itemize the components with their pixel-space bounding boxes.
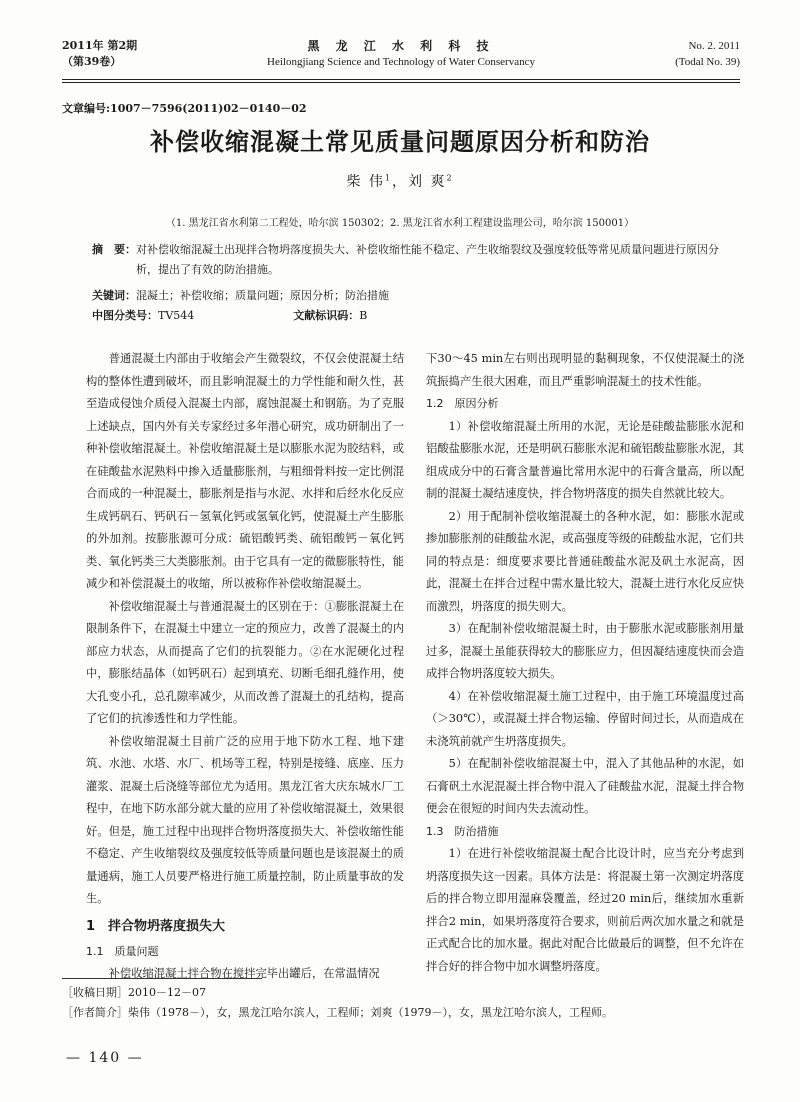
paragraph: 补偿收缩混凝土拌合物在搅拌完毕出罐后，在常温情况 <box>108 967 380 980</box>
affiliation: （1. 黑龙江省水利第二工程处，哈尔滨 150302；2. 黑龙江省水利工程建设监理公司，哈尔滨 150001） <box>165 218 635 229</box>
paragraph: 补偿收缩混凝土目前广泛的应用于地下防水工程、地下建筑、水池、水塔、水厂、机场等工程，特别是接缝、底座、压力灌浆、混凝土后浇缝等部位尤为适用。黑龙江省大庆东城水厂工程中，在地下防水部分就大量的应用了补偿收缩混凝土，效果很好。但是，施工过程中出现拌合物坍落度损失大、补偿收缩性能不稳定、产生收缩裂纹及强度较低等质量问题也是该混凝土的质量通病，施工人员要严格进行施工质量控制，防止质量事故的发生。 <box>86 734 404 905</box>
journal-name <box>62 38 740 70</box>
classification <box>92 306 732 326</box>
keywords <box>92 286 732 306</box>
author-bio: ［作者简介］柴伟（1978－），女，黑龙江哈尔滨人，工程师；刘爽（1979－），女，黑龙江哈尔滨人，工程师。 <box>62 1006 613 1019</box>
list-item: 1）补偿收缩混凝土所用的水泥，无论是硅酸盐膨胀水泥和铝酸盐膨胀水泥，还是明矾石膨胀水泥和硫铝酸盐膨胀水泥，其组成成分中的石膏含量普遍比常用水泥中的石膏含量高，所以配制的混凝土凝结速度快，拌合物坍落度的损失自然就比较大。 <box>426 419 744 500</box>
author-separator: ， <box>392 174 408 190</box>
footnote-rule <box>62 978 262 979</box>
paragraph: 普通混凝土内部由于收缩会产生微裂纹，不仅会使混凝土结构的整体性遭到破坏，而且影响混凝土的力学性能和耐久性，甚至造成侵蚀介质侵入混凝土内部，腐蚀混凝土和钢筋。为了克服上述缺点，国内外有关专家经过多年潜心研究，成功研制出了一种补偿收缩混凝土。补偿收缩混凝土是以膨胀水泥为胶结料，或在硅酸盐水泥熟料中掺入适量膨胀剂，与粗细骨料按一定比例混合而成的一种混凝土，膨胀剂是指与水泥、水拌和后经水化反应生成钙矾石、钙矾石－氢氧化钙或氢氧化钙，使混凝土产生膨胀的外加剂。按膨胀源可分成：硫铝酸钙类、硫铝酸钙－氧化钙类、氧化钙类三大类膨胀剂。由于它具有一定的微膨胀特性，能减少和补偿混凝土的收缩，所以被称作补偿收缩混凝土。 <box>86 352 404 590</box>
subsection-heading-1-3: 1.3 防治措施 <box>426 824 499 838</box>
author-line <box>0 171 800 191</box>
author-1-affil: 1 <box>384 173 392 183</box>
subsection-heading-1-1: 1.1 质量问题 <box>86 944 159 958</box>
doc-code-value: B <box>359 309 368 322</box>
page-number: — 140 — <box>66 1050 144 1066</box>
author-2: 刘 爽 <box>408 174 447 190</box>
section-heading-1: 1 拌合物坍落度损失大 <box>86 918 226 934</box>
list-item: 1）在进行补偿收缩混凝土配合比设计时，应当充分考虑到坍落度损失这一因素。具体方法是：将混凝土第一次测定坍落度后的拌合物立即用湿麻袋覆盖，经过20 min后，继续加水重新拌合2 min，如果坍落度符合要求，则前后两次加水量之和就是正式配合比的加水量。据此对配合比做最后的调整，但不允许在拌合好的拌合物中加水调整坍落度。 <box>426 847 744 973</box>
list-item: 3）在配制补偿收缩混凝土时，由于膨胀水泥或膨胀剂用量过多，混凝土虽能获得较大的膨胀应力，但因凝结速度快而会造成拌合物坍落度较大损失。 <box>426 622 744 680</box>
list-item: 2）用于配制补偿收缩混凝土的各种水泥，如：膨胀水泥或掺加膨胀剂的硅酸盐水泥，或高强度等级的硅酸盐水泥，它们共同的特点是：细度要求要比普通硅酸盐水泥及矾土水泥高，因此，混凝土在拌合过程中需水量比较大，混凝土进行水化反应快而激烈，坍落度的损失则大。 <box>426 509 744 613</box>
received-date: ［收稿日期］2010－12－07 <box>62 986 206 999</box>
subsection-heading-1-2: 1.2 原因分析 <box>426 397 499 410</box>
paragraph: 下30～45 min左右则出现明显的黏稠现象，不仅使混凝土的浇筑振捣产生很大困难，而且严重影响混凝土的技术性能。 <box>426 352 744 388</box>
article-number: 文章编号:1007－7596(2011)02－0140－02 <box>62 102 307 115</box>
paragraph: 补偿收缩混凝土与普通混凝土的区别在于：①膨胀混凝土在限制条件下，在混凝土中建立一定的预应力，改善了混凝土的内部应力状态，从而提高了它们的抗裂能力。②在水泥硬化过程中，膨胀结晶体（如钙矾石）起到填充、切断毛细孔缝作用，使大孔变小孔，总孔隙率减少，从而改善了混凝土的孔结构，提高了它们的抗渗透性和力学性能。 <box>86 599 404 725</box>
list-item: 4）在补偿收缩混凝土施工过程中，由于施工环境温度过高（＞30℃），或混凝土拌合物运输、停留时间过长，从而造成在未浇筑前就产生坍落度损失。 <box>426 689 744 748</box>
keywords-text: 混凝土；补偿收缩；质量问题；原因分析；防治措施 <box>136 289 389 302</box>
volume: （第39卷） <box>62 55 122 68</box>
issue-number <box>675 38 740 70</box>
running-header <box>62 38 740 78</box>
journal-name-en: Heilongjiang Science and Technology of Water Conservancy <box>267 56 535 68</box>
abstract <box>92 240 732 280</box>
right-column <box>426 348 744 978</box>
header-rule <box>62 79 740 80</box>
clc-label: 中图分类号： <box>92 309 158 322</box>
left-column <box>86 348 404 986</box>
doc-code-label: 文献标识码： <box>293 309 360 322</box>
clc-value: TV544 <box>158 309 195 322</box>
issue-no: No. 2. 2011 <box>688 40 740 52</box>
header-rule-2 <box>62 82 740 83</box>
abstract-label: 摘 要： <box>92 243 136 256</box>
author-1: 柴 伟 <box>346 174 385 190</box>
journal-name-cn: 黑 龙 江 水 利 科 技 <box>307 39 495 53</box>
total-no: (Todal No. 39) <box>675 56 740 68</box>
author-2-affil: 2 <box>446 173 454 183</box>
paper-title: 补偿收缩混凝土常见质量问题原因分析和防治 <box>150 128 650 156</box>
keywords-label: 关键词： <box>92 289 136 302</box>
list-item: 5）在配制补偿收缩混凝土中，混入了其他品种的水泥，如石膏矾土水泥混凝土拌合物中混入了硅酸盐水泥，混凝土拌合物便会在很短的时间内失去流动性。 <box>426 757 744 815</box>
abstract-text: 对补偿收缩混凝土出现拌合物坍落度损失大、补偿收缩性能不稳定、产生收缩裂纹及强度较低等常见质量问题进行原因分析，提出了有效的防治措施。 <box>136 243 719 276</box>
issue-year: 2011年 第2期 <box>62 39 138 52</box>
